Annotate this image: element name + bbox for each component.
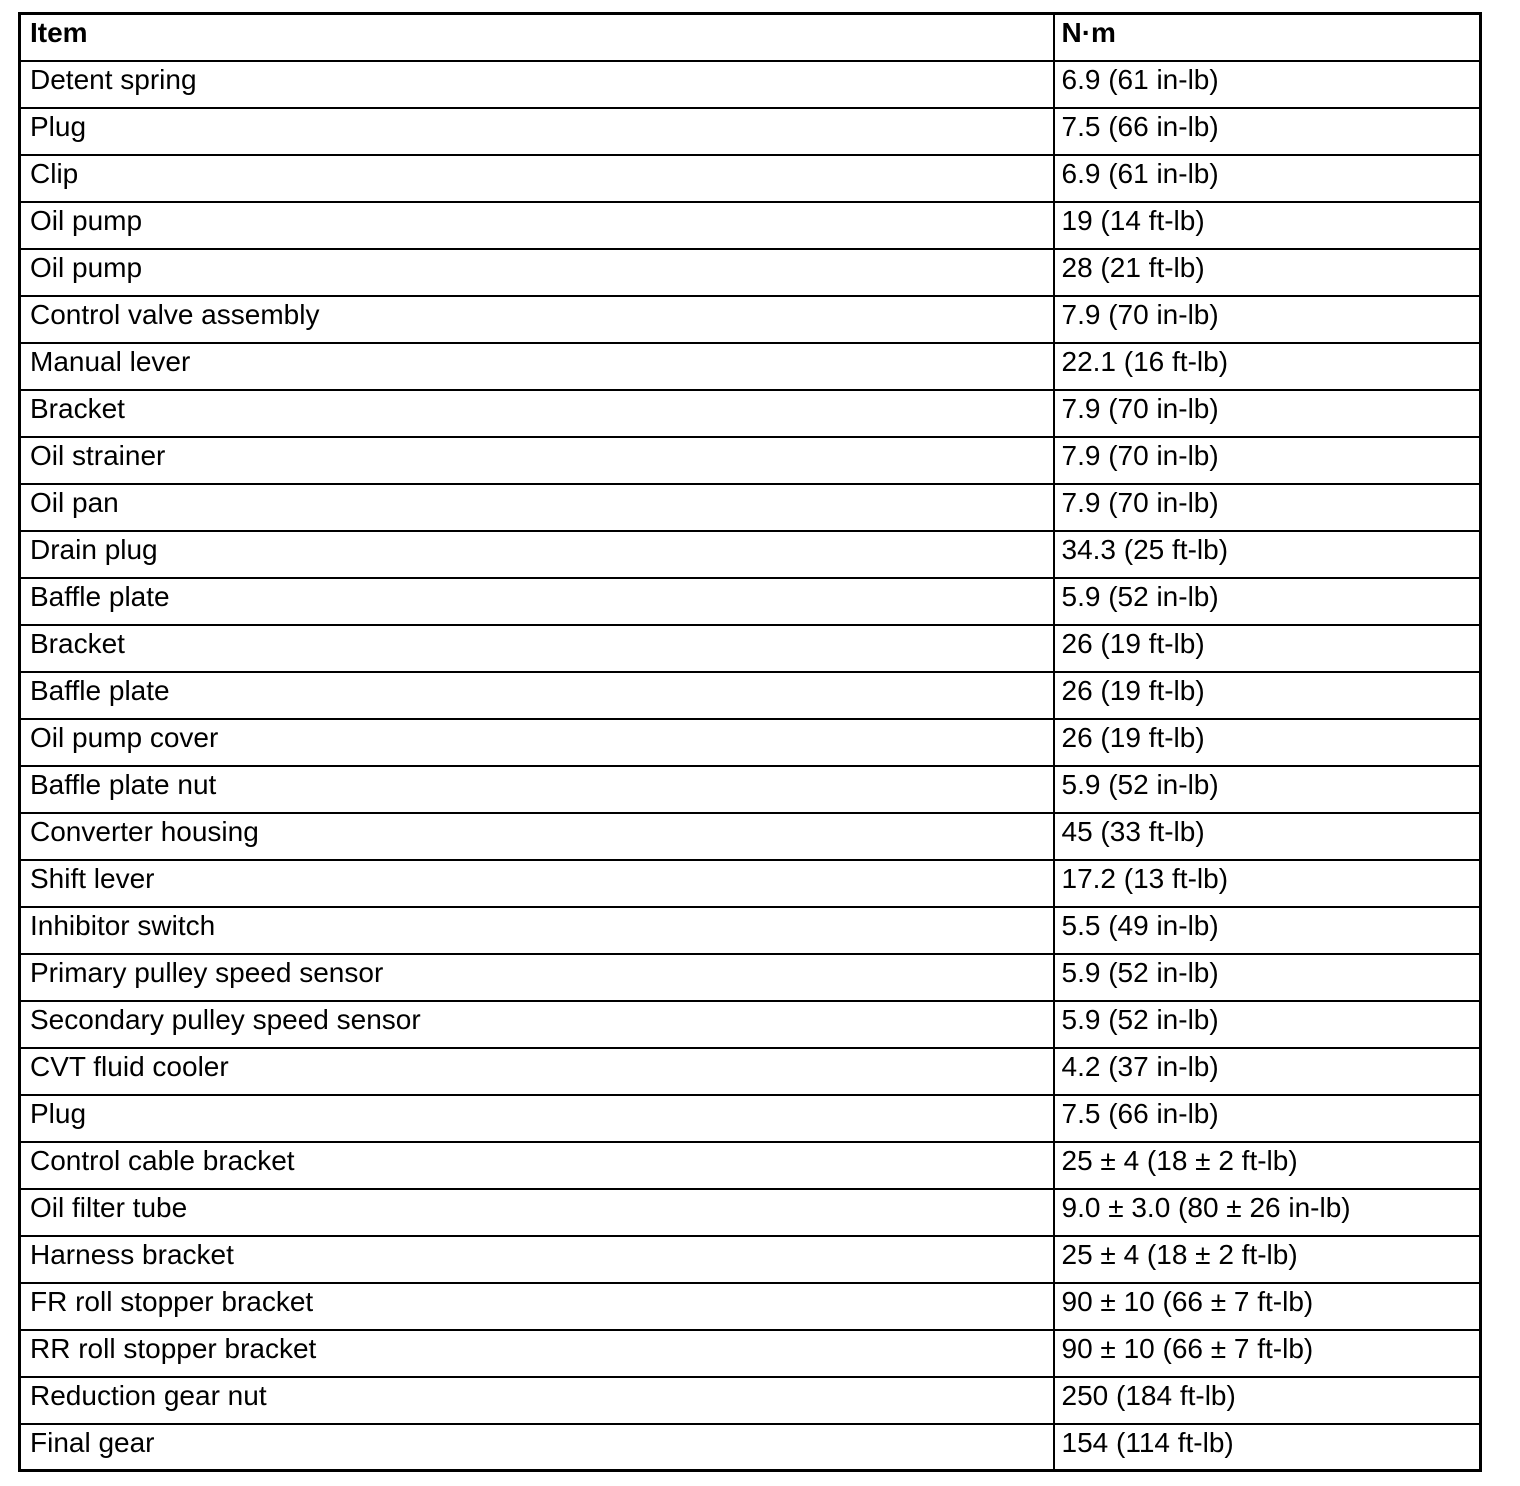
torque-value-cell: 5.9 (52 in-lb) (1054, 578, 1481, 625)
item-cell: CVT fluid cooler (20, 1048, 1054, 1095)
item-cell: Final gear (20, 1424, 1054, 1471)
table-row (20, 672, 1481, 719)
torque-value-cell: 7.9 (70 in-lb) (1054, 437, 1481, 484)
item-cell: Converter housing (20, 813, 1054, 860)
item-cell: Oil filter tube (20, 1189, 1054, 1236)
item-cell: Baffle plate (20, 578, 1054, 625)
table-row (20, 766, 1481, 813)
torque-value-cell: 6.9 (61 in-lb) (1054, 61, 1481, 108)
item-cell: Oil strainer (20, 437, 1054, 484)
item-cell: Oil pump (20, 249, 1054, 296)
table-row (20, 1424, 1481, 1471)
table-row (20, 578, 1481, 625)
item-cell: Bracket (20, 625, 1054, 672)
table-body (20, 61, 1481, 1471)
item-cell: Inhibitor switch (20, 907, 1054, 954)
table-row (20, 1330, 1481, 1377)
table-row (20, 1236, 1481, 1283)
item-cell: Plug (20, 1095, 1054, 1142)
item-cell: Harness bracket (20, 1236, 1054, 1283)
torque-value-cell: 7.5 (66 in-lb) (1054, 108, 1481, 155)
torque-value-cell: 26 (19 ft-lb) (1054, 625, 1481, 672)
table-header-row (20, 14, 1481, 61)
table-row (20, 61, 1481, 108)
table-row (20, 249, 1481, 296)
table-row (20, 719, 1481, 766)
table-row (20, 202, 1481, 249)
torque-value-cell: 9.0 ± 3.0 (80 ± 26 in-lb) (1054, 1189, 1481, 1236)
torque-value-cell: 5.9 (52 in-lb) (1054, 766, 1481, 813)
table-row (20, 531, 1481, 578)
torque-value-cell: 5.5 (49 in-lb) (1054, 907, 1481, 954)
table-row (20, 1377, 1481, 1424)
torque-value-cell: 7.9 (70 in-lb) (1054, 390, 1481, 437)
column-header-torque: N·m (1054, 14, 1481, 61)
item-cell: RR roll stopper bracket (20, 1330, 1054, 1377)
item-cell: Primary pulley speed sensor (20, 954, 1054, 1001)
torque-value-cell: 28 (21 ft-lb) (1054, 249, 1481, 296)
item-cell: Baffle plate nut (20, 766, 1054, 813)
table-row (20, 1283, 1481, 1330)
table-row (20, 343, 1481, 390)
item-cell: Manual lever (20, 343, 1054, 390)
table-row (20, 1001, 1481, 1048)
torque-value-cell: 7.5 (66 in-lb) (1054, 1095, 1481, 1142)
torque-value-cell: 4.2 (37 in-lb) (1054, 1048, 1481, 1095)
item-cell: Bracket (20, 390, 1054, 437)
torque-value-cell: 34.3 (25 ft-lb) (1054, 531, 1481, 578)
table-row (20, 625, 1481, 672)
item-cell: Reduction gear nut (20, 1377, 1054, 1424)
table-row (20, 1095, 1481, 1142)
torque-spec-table (18, 12, 1482, 1472)
table-row (20, 860, 1481, 907)
table-row (20, 155, 1481, 202)
column-header-item: Item (20, 14, 1054, 61)
torque-value-cell: 5.9 (52 in-lb) (1054, 954, 1481, 1001)
torque-value-cell: 154 (114 ft-lb) (1054, 1424, 1481, 1471)
table-row (20, 108, 1481, 155)
table-row (20, 296, 1481, 343)
table-row (20, 1142, 1481, 1189)
item-cell: Baffle plate (20, 672, 1054, 719)
item-cell: Plug (20, 108, 1054, 155)
item-cell: Oil pump cover (20, 719, 1054, 766)
torque-value-cell: 22.1 (16 ft-lb) (1054, 343, 1481, 390)
item-cell: Control valve assembly (20, 296, 1054, 343)
item-cell: Secondary pulley speed sensor (20, 1001, 1054, 1048)
table-row (20, 390, 1481, 437)
torque-value-cell: 90 ± 10 (66 ± 7 ft-lb) (1054, 1283, 1481, 1330)
torque-value-cell: 45 (33 ft-lb) (1054, 813, 1481, 860)
item-cell: Oil pump (20, 202, 1054, 249)
table-row (20, 484, 1481, 531)
table-row (20, 954, 1481, 1001)
table-row (20, 907, 1481, 954)
torque-value-cell: 7.9 (70 in-lb) (1054, 484, 1481, 531)
torque-value-cell: 25 ± 4 (18 ± 2 ft-lb) (1054, 1236, 1481, 1283)
item-cell: FR roll stopper bracket (20, 1283, 1054, 1330)
torque-value-cell: 25 ± 4 (18 ± 2 ft-lb) (1054, 1142, 1481, 1189)
torque-value-cell: 90 ± 10 (66 ± 7 ft-lb) (1054, 1330, 1481, 1377)
table-row (20, 437, 1481, 484)
item-cell: Oil pan (20, 484, 1054, 531)
torque-value-cell: 26 (19 ft-lb) (1054, 672, 1481, 719)
table-row (20, 1189, 1481, 1236)
torque-value-cell: 5.9 (52 in-lb) (1054, 1001, 1481, 1048)
torque-value-cell: 250 (184 ft-lb) (1054, 1377, 1481, 1424)
torque-value-cell: 7.9 (70 in-lb) (1054, 296, 1481, 343)
torque-value-cell: 26 (19 ft-lb) (1054, 719, 1481, 766)
item-cell: Drain plug (20, 531, 1054, 578)
item-cell: Clip (20, 155, 1054, 202)
item-cell: Control cable bracket (20, 1142, 1054, 1189)
table-row (20, 813, 1481, 860)
item-cell: Detent spring (20, 61, 1054, 108)
item-cell: Shift lever (20, 860, 1054, 907)
torque-value-cell: 17.2 (13 ft-lb) (1054, 860, 1481, 907)
torque-value-cell: 6.9 (61 in-lb) (1054, 155, 1481, 202)
table-row (20, 1048, 1481, 1095)
torque-value-cell: 19 (14 ft-lb) (1054, 202, 1481, 249)
